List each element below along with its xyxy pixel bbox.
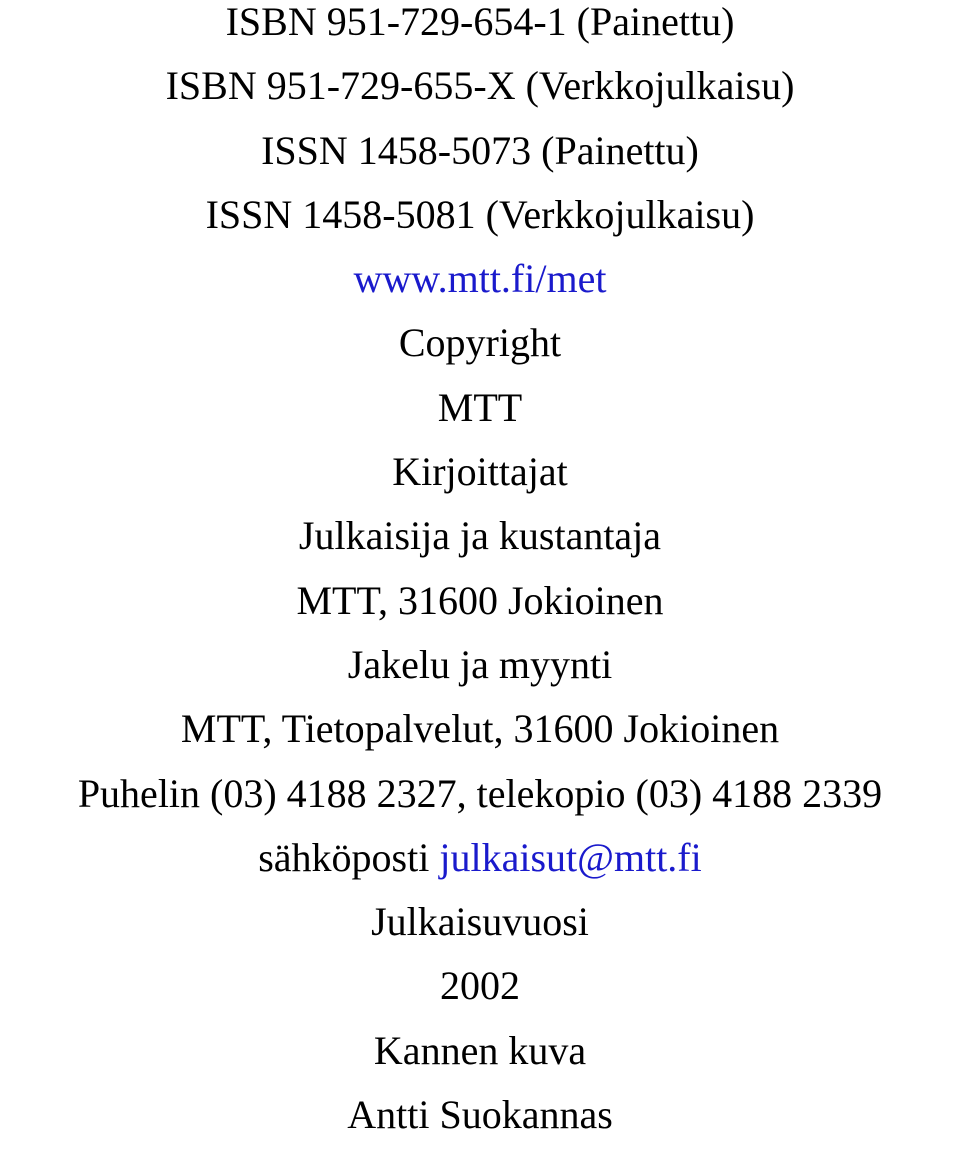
- email-line: [0, 826, 960, 890]
- distributor: MTT, Tietopalvelut, 31600 Jokioinen: [180, 706, 780, 752]
- email-link[interactable]: julkaisut@mtt.fi: [439, 834, 702, 880]
- authors: Kirjoittajat: [392, 449, 568, 495]
- email-label: sähköposti: [258, 834, 430, 880]
- copyright-holder: MTT: [437, 384, 523, 430]
- year-label: Julkaisuvuosi: [371, 899, 589, 945]
- distribution-label: Jakelu ja myynti: [347, 641, 613, 687]
- cover-label: Kannen kuva: [373, 1027, 587, 1073]
- isbn-web: ISBN 951-729-655-X (Verkkojulkaisu): [165, 63, 795, 109]
- issn-web: ISSN 1458-5081 (Verkkojulkaisu): [205, 191, 755, 237]
- cover-photographer: Antti Suokannas: [347, 1092, 613, 1138]
- year: 2002: [440, 963, 520, 1009]
- publisher: MTT, 31600 Jokioinen: [296, 577, 664, 623]
- website-line: [0, 247, 960, 311]
- website-link[interactable]: www.mtt.fi/met: [353, 256, 607, 302]
- copyright-label: Copyright: [398, 320, 562, 366]
- issn-print: ISSN 1458-5073 (Painettu): [261, 127, 699, 173]
- publisher-label: Julkaisija ja kustantaja: [298, 513, 662, 559]
- phone-line: Puhelin (03) 4188 2327, telekopio (03) 4188 2339: [77, 770, 883, 816]
- isbn-print: ISBN 951-729-654-1 (Painettu): [225, 0, 735, 44]
